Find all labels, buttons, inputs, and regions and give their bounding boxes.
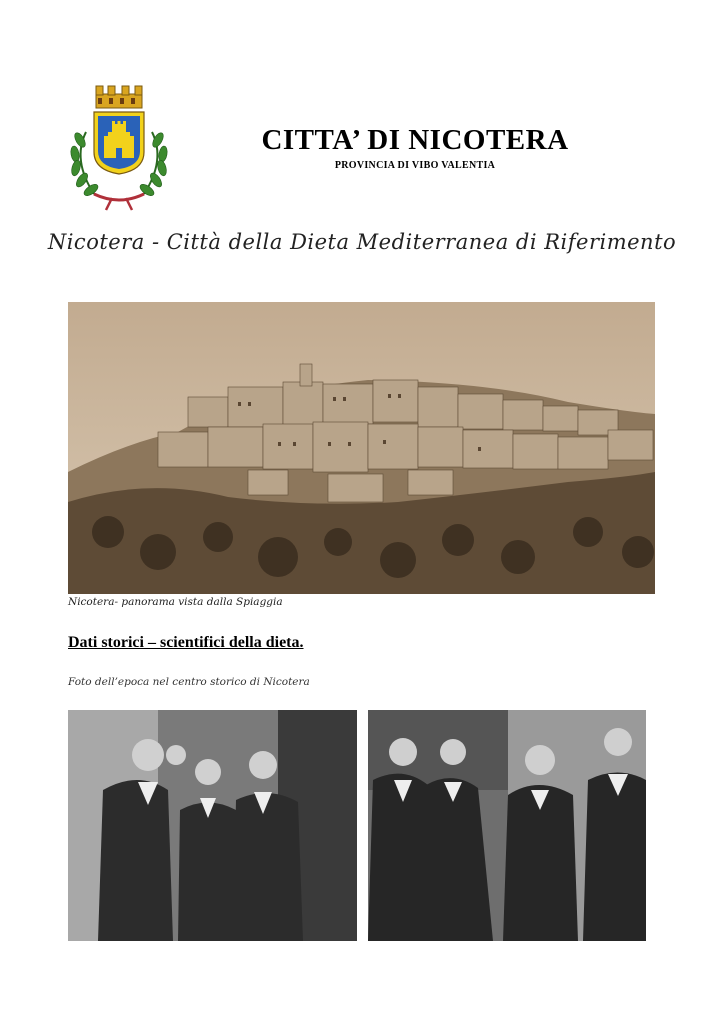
historical-photo-right [368,710,646,941]
panorama-photo [68,302,655,594]
motto: Nicotera - Città della Dieta Mediterranea di Riferimento [47,230,677,254]
page-title: CITTA’ DI NICOTERA [261,124,569,156]
section-heading: Dati storici – scientifici della dieta. [68,634,304,651]
photos-caption: Foto dell’epoca nel centro storico di Nicotera [68,676,310,688]
crown-icon [96,86,142,108]
shield-icon [94,112,144,174]
page-subtitle: PROVINCIA DI VIBO VALENTIA [334,160,496,171]
panorama-caption: Nicotera- panorama vista dalla Spiaggia [68,596,283,608]
coat-of-arms [64,82,174,216]
historical-photo-left [68,710,357,941]
